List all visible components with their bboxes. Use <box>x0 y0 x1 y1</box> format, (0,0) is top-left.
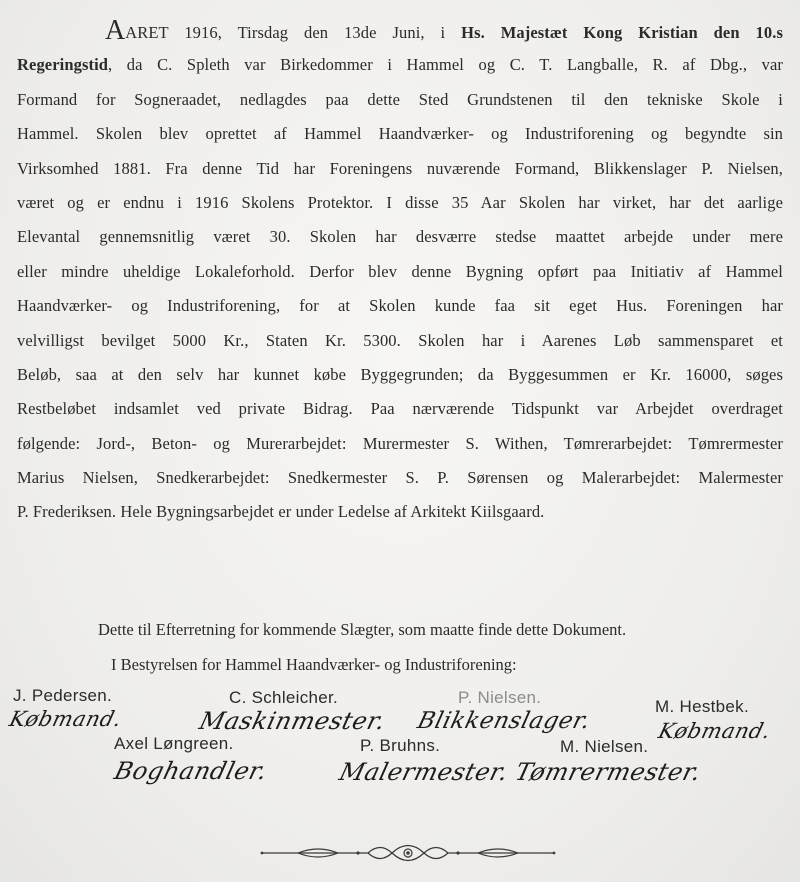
ornament-divider <box>258 836 558 870</box>
closing-line-1: Dette til Efterretning for kommende Slægter, som maatte finde dette Dokument. <box>98 620 627 639</box>
body-line <box>17 289 783 323</box>
text-segment: følgende: Jord-, Beton- og Murerarbejdet: Murermester S. Withen, Tømrerarbejdet: Tømrermester <box>17 433 783 453</box>
text-segment: eller mindre uheldige Lokaleforhold. Derfor blev denne Bygning opført paa Initiativ af Hammel <box>17 261 783 281</box>
signature-title-longreen: Boghandler. <box>111 757 271 785</box>
text-segment: P. Frederiksen. Hele Bygningsarbejdet er under Ledelse af Arkitekt Kiilsgaard. <box>17 502 545 522</box>
body-line <box>17 48 783 82</box>
body-line <box>17 427 783 461</box>
signature-title-bruhns: Malermester. <box>336 758 512 786</box>
body-line <box>17 461 783 495</box>
signature-name-hestbek: M. Hestbek. <box>655 697 749 716</box>
body-line <box>17 220 783 254</box>
signature-title-pedersen: Købmand. <box>7 707 125 731</box>
signature-name-pedersen: J. Pedersen. <box>13 686 113 705</box>
signature-name-bruhns: P. Bruhns. <box>360 736 441 755</box>
body-line <box>17 152 783 186</box>
body-line <box>17 255 783 289</box>
body-line <box>17 495 783 529</box>
text-segment: Beløb, saa at den selv har kunnet købe Byggegrunden; da Byggesummen er Kr. 16000, søges <box>17 364 783 384</box>
body-line <box>17 83 783 117</box>
closing-line-2: I Bestyrelsen for Hammel Haandværker- og Industriforening: <box>111 655 517 674</box>
body-line <box>17 392 783 426</box>
drop-cap: A <box>105 15 126 46</box>
text-segment: Hs. Majestæt Kong Kristian den 10.s <box>461 23 783 42</box>
text-segment: Formand for Sogneraadet, nedlagdes paa dette Sted Grundstenen til den tekniske Skole i <box>17 89 783 109</box>
signature-title-schleicher: Maskinmester. <box>196 707 389 735</box>
signature-name-m-nielsen: M. Nielsen. <box>560 737 649 756</box>
signature-title-m-nielsen: Tømrermester. <box>512 758 705 786</box>
body-line <box>17 117 783 151</box>
signature-title-p-nielsen: Blikkenslager. <box>414 708 594 734</box>
body-line <box>17 14 783 48</box>
text-segment: Marius Nielsen, Snedkerarbejdet: Snedkermester S. P. Sørensen og Malerarbejdet: Malermester <box>17 468 783 488</box>
text-segment: Elevantal gennemsnitlig været 30. Skolen har desværre stedse maattet arbejde under mere <box>17 227 783 247</box>
text-segment: velvilligst bevilget 5000 Kr., Staten Kr. 5300. Skolen har i Aarenes Løb sammensparet et <box>17 330 783 350</box>
text-segment: ARET 1916, Tirsdag den 13de Juni, i <box>125 23 462 42</box>
body-paragraph <box>17 14 783 530</box>
signature-name-schleicher: C. Schleicher. <box>229 688 339 707</box>
text-segment: , da C. Spleth var Birkedommer i Hammel og C. T. Langballe, R. af Dbg., var <box>108 55 783 75</box>
signature-name-longreen: Axel Løngreen. <box>114 734 234 753</box>
body-line <box>17 358 783 392</box>
signature-name-p-nielsen: P. Nielsen. <box>458 688 542 707</box>
text-segment: Haandværker- og Industriforening, for at Skolen kunde faa sit eget Hus. Foreningen har <box>17 296 783 316</box>
text-segment: Virksomhed 1881. Fra denne Tid har Foreningens nuværende Formand, Blikkenslager P. Nielsen, <box>17 158 783 178</box>
text-segment: Restbeløbet indsamlet ved private Bidrag. Paa nærværende Tidspunkt var Arbejdet overdraget <box>17 399 783 419</box>
body-line <box>17 186 783 220</box>
text-segment: været og er endnu i 1916 Skolens Protektor. I disse 35 Aar Skolen har virket, har det aarlige <box>17 192 783 212</box>
text-segment: Hammel. Skolen blev oprettet af Hammel Haandværker- og Industriforening og begyndte sin <box>17 124 783 144</box>
text-segment: Regeringstid <box>17 55 109 75</box>
body-line <box>17 324 783 358</box>
signature-title-hestbek: Købmand. <box>656 719 774 743</box>
